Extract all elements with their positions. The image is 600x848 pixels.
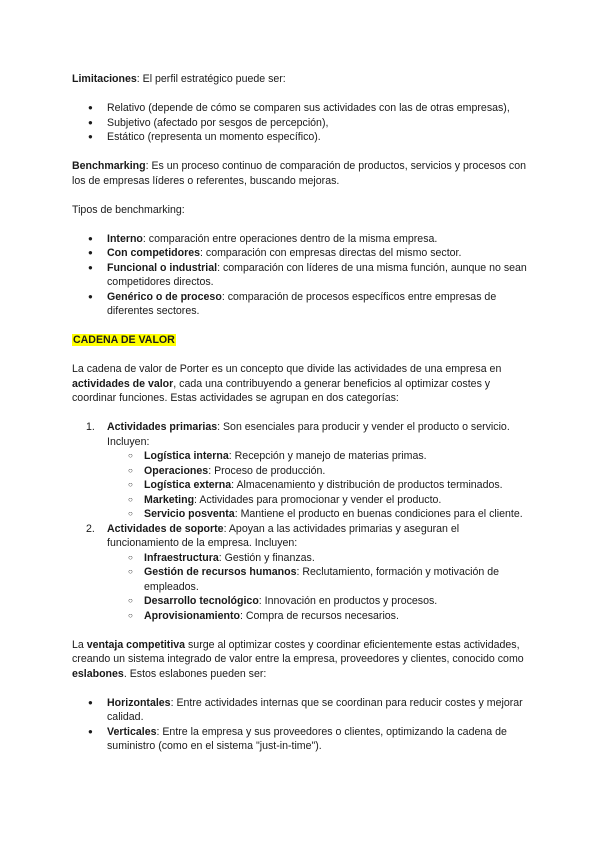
item-desc: : Entre actividades internas que se coordinan para reducir costes y mejorar calidad. [107, 696, 523, 723]
item-term: Horizontales [107, 696, 171, 709]
item-term: Logística externa [144, 479, 232, 491]
intro-text: La cadena de valor de Porter es un concepto que divide las actividades de una empresa en [72, 363, 502, 375]
item-term: Actividades de soporte [107, 522, 224, 535]
list-item [72, 246, 532, 261]
sub-list-item [72, 594, 532, 609]
list-item [72, 232, 532, 247]
sub-list-item [72, 551, 532, 566]
list-item: ● Estático (representa un momento específico). [72, 130, 532, 145]
item-desc: : Reclutamiento, formación y motivación de empleados. [144, 566, 500, 593]
item-desc: : comparación con líderes de una misma función, aunque no sean competidores directos. [107, 261, 527, 288]
list-item [72, 290, 532, 319]
section-heading-paragraph [72, 333, 532, 348]
sub-list [107, 551, 532, 624]
item-desc: : Mantiene el producto en buenas condiciones para el cliente. [234, 508, 523, 520]
item-desc: : comparación de procesos específicos entre empresas de diferentes sectores. [107, 290, 497, 317]
eslabones-list [72, 696, 532, 754]
benchmarking-types-intro: Tipos de benchmarking: [72, 203, 185, 216]
item-desc: : Almacenamiento y distribución de productos terminados. [231, 479, 503, 491]
benchmarking-label: Benchmarking [72, 160, 146, 172]
limitaciones-label: Limitaciones [72, 73, 137, 85]
item-number: 2. [86, 522, 95, 535]
ventaja-paragraph [72, 638, 532, 682]
item-term: Operaciones [144, 464, 209, 477]
item-term: Verticales [107, 725, 157, 738]
cadena-intro [72, 362, 532, 406]
item-term: Desarrollo tecnológico [144, 595, 259, 607]
benchmarking-types-list [72, 232, 532, 319]
item-term: Servicio posventa [144, 508, 235, 520]
item-desc: : Apoyan a las actividades primarias y aseguran el funcionamiento de la empresa. Incluyen: [107, 522, 460, 549]
ventaja-text: . Estos eslabones pueden ser: [123, 667, 267, 680]
section-heading: CADENA DE VALOR [73, 334, 175, 346]
list-item: ● Relativo (depende de cómo se comparen sus actividades con las de otras empresas), [72, 101, 532, 116]
sub-list-item [72, 609, 532, 624]
limitaciones-text: : El perfil estratégico puede ser: [136, 73, 286, 85]
numbered-item [72, 420, 532, 522]
benchmarking-paragraph [72, 159, 532, 188]
item-term: Actividades primarias [107, 421, 218, 433]
document-page [72, 72, 532, 754]
item-desc: : comparación con empresas directas del mismo sector. [200, 247, 462, 259]
intro-bold: actividades de valor [72, 377, 174, 390]
item-term: Logística interna [144, 450, 229, 462]
list-item [72, 261, 532, 290]
sub-list [107, 449, 532, 522]
intro-text: , cada una contribuyendo a generar beneficios al optimizar costes y coordinar funciones. Estas actividades se agrupan en dos categorías: [72, 377, 491, 404]
list-item [72, 725, 532, 754]
sub-list-item [72, 493, 532, 508]
item-desc: : Compra de recursos necesarios. [239, 609, 399, 622]
item-term: Con competidores [107, 247, 201, 259]
sub-list-item [72, 507, 532, 522]
limitaciones-list [72, 101, 532, 145]
item-number: 1. [86, 421, 95, 433]
list-item [72, 696, 532, 725]
ventaja-text: La [72, 638, 87, 651]
item-desc: : Actividades para promocionar y vender el producto. [194, 493, 442, 506]
item-desc: : Proceso de producción. [208, 464, 326, 477]
item-term: Infraestructura [144, 551, 219, 564]
ventaja-bold: ventaja competitiva [86, 638, 186, 651]
eslabones-bold: eslabones [72, 667, 124, 680]
item-desc: : Entre la empresa y sus proveedores o clientes, optimizando la cadena de suministro (como en el sistema "just-in-time"). [107, 725, 507, 752]
benchmarking-text: : Es un proceso continuo de comparación de productos, servicios y procesos con los de empresas líderes o referentes, buscando mejoras. [72, 160, 526, 187]
item-term: Interno [107, 232, 143, 245]
item-term: Gestión de recursos humanos [144, 566, 297, 578]
item-desc: : comparación entre operaciones dentro de la misma empresa. [142, 232, 438, 245]
sub-list-item [72, 565, 532, 594]
limitaciones-paragraph [72, 72, 532, 87]
item-term: Aprovisionamiento [144, 609, 240, 622]
item-term: Funcional o industrial [107, 261, 218, 274]
ventaja-text: surge al optimizar costes y coordinar eficientemente estas actividades, creando un sistema integrado de valor entre la empresa, proveedores y clientes, conocido como [72, 638, 524, 665]
sub-list-item [72, 478, 532, 493]
item-term: Genérico o de proceso [107, 290, 222, 303]
numbered-item [72, 522, 532, 624]
item-desc: : Gestión y finanzas. [218, 551, 315, 564]
item-term: Marketing [144, 493, 195, 506]
list-item: ● Subjetivo (afectado por sesgos de percepción), [72, 116, 532, 131]
sub-list-item [72, 449, 532, 464]
item-desc: : Innovación en productos y procesos. [258, 595, 438, 607]
sub-list-item [72, 464, 532, 479]
item-desc: : Son esenciales para producir y vender el producto o servicio. Incluyen: [107, 421, 510, 448]
item-desc: : Recepción y manejo de materias primas. [228, 450, 427, 462]
actividades-list [72, 420, 532, 623]
